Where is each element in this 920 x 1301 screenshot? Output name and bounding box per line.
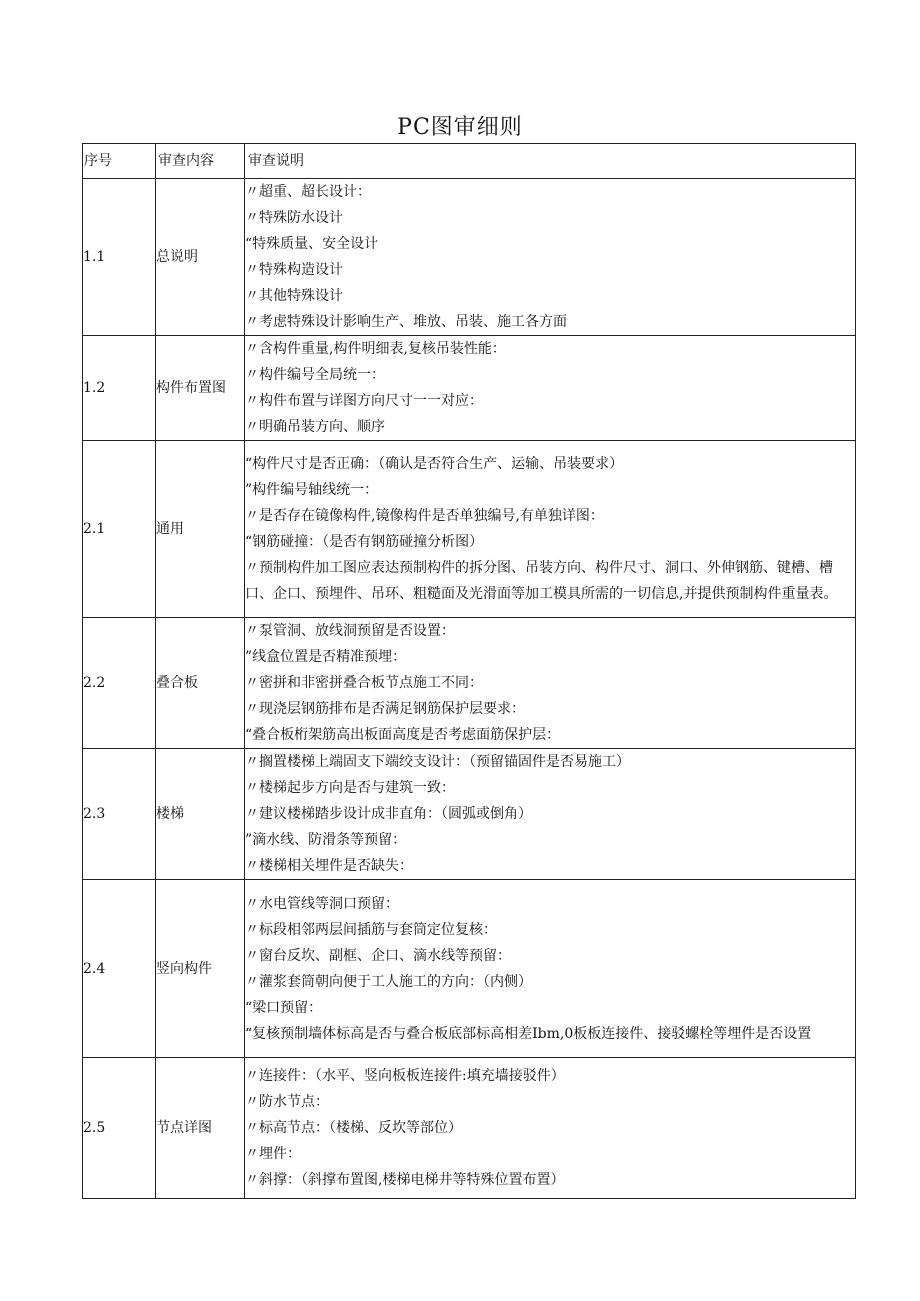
desc-line: 〃是否存在镜像构件,镜像构件是否单独编号,有单独详图：	[245, 508, 604, 524]
desc-line: 〃泵管洞、放线洞预留是否设置：	[245, 623, 455, 639]
row-no: 2.3	[83, 749, 156, 880]
row-desc	[245, 336, 856, 441]
desc-line: 〃水电管线等洞口预留：	[245, 895, 399, 912]
desc-line: “构件尺寸是否正确：（确认是否符合生产、运输、吊装要求）	[245, 456, 624, 472]
desc-line: ”构件编号轴线统一：	[245, 482, 379, 498]
desc-line: 〃埋件：	[245, 1146, 301, 1162]
desc-line: 〃斜撑：（斜撑布置图,楼梯电梯井等特殊位置布置）	[245, 1172, 565, 1188]
desc-line: “梁口预留：	[245, 999, 323, 1016]
row-desc	[245, 179, 856, 336]
row-item: 通用	[156, 441, 245, 618]
row-no: 1.1	[83, 179, 156, 336]
header-item: 审查内容	[156, 144, 245, 179]
table-row	[83, 618, 856, 749]
desc-line: “特殊质量、安全设计	[245, 236, 379, 252]
row-desc	[245, 618, 856, 749]
desc-line: 〃标高节点：（楼梯、反坎等部位）	[245, 1120, 462, 1136]
row-desc	[245, 880, 856, 1058]
desc-line: 〃标段相邻两层间插筋与套筒定位复核：	[245, 921, 497, 938]
row-no: 2.2	[83, 618, 156, 749]
desc-line: ”滴水线、防滑条等预留：	[245, 832, 407, 848]
row-no: 2.4	[83, 880, 156, 1058]
desc-line: 〃预制构件加工图应表达预制构件的拆分图、吊装方向、构件尺寸、洞口、外伸钢筋、键槽、槽口、企口、预埋件、吊环、粗糙面及光滑面等加工模具所需的一切信息,并提供预制构件重量表。	[245, 560, 838, 602]
row-desc	[245, 441, 856, 618]
desc-line: “叠合板桁架筋高出板面高度是否考虑面筋保护层：	[245, 727, 561, 743]
desc-line: 〃构件布置与详图方向尺寸一一对应：	[245, 393, 483, 409]
table-row	[83, 336, 856, 441]
desc-line: 〃构件编号全局统一：	[245, 367, 385, 383]
desc-line: 〃楼梯相关埋件是否缺失：	[245, 858, 413, 874]
table-row	[83, 1058, 856, 1199]
desc-line: 〃建议楼梯踏步设计成非直角：（圆弧或倒角）	[245, 806, 532, 822]
row-no: 2.5	[83, 1058, 156, 1199]
desc-line: “复核预制墙体标高是否与叠合板底部标高相差Ibm,0板板连接件、接驳螺栓等埋件是否设置	[245, 1025, 812, 1042]
desc-line: 〃密拼和非密拼叠合板节点施工不同：	[245, 675, 483, 691]
table-header-row	[83, 144, 856, 179]
desc-line: 〃搁置楼梯上端固支下端绞支设计：（预留锚固件是否易施工）	[245, 754, 630, 770]
desc-line: 〃防水节点：	[245, 1094, 329, 1110]
desc-line: 〃现浇层钢筋排布是否满足钢筋保护层要求：	[245, 701, 525, 717]
desc-line: 〃含构件重量,构件明细表,复核吊装性能：	[245, 341, 506, 357]
review-table	[82, 143, 856, 1199]
desc-line: 〃灌浆套筒朝向便于工人施工的方向：（内侧）	[245, 973, 532, 990]
table-row	[83, 179, 856, 336]
desc-line: 〃特殊构造设计	[245, 262, 343, 278]
desc-line: ”线盒位置是否精准预埋：	[245, 649, 407, 665]
desc-line: “钢筋碰撞：（是否有钢筋碰撞分析图）	[245, 534, 484, 550]
table-row	[83, 441, 856, 618]
header-desc: 审查说明	[245, 144, 856, 179]
row-item: 节点详图	[156, 1058, 245, 1199]
desc-line: 〃超重、超长设计：	[245, 184, 371, 200]
row-item: 楼梯	[156, 749, 245, 880]
page-title: PC图审细则	[397, 115, 523, 140]
row-no: 1.2	[83, 336, 156, 441]
table-row	[83, 749, 856, 880]
desc-line: 〃明确吊装方向、顺序	[245, 419, 385, 435]
desc-line: 〃楼梯起步方向是否与建筑一致：	[245, 780, 455, 796]
table-row	[83, 880, 856, 1058]
header-no: 序号	[83, 144, 156, 179]
row-item: 总说明	[156, 179, 245, 336]
row-desc	[245, 749, 856, 880]
desc-line: 〃其他特殊设计	[245, 288, 343, 304]
row-item: 叠合板	[156, 618, 245, 749]
desc-line: 〃考虑特殊设计影响生产、堆放、吊装、施工各方面	[245, 314, 567, 330]
row-item: 构件布置图	[156, 336, 245, 441]
row-no: 2.1	[83, 441, 156, 618]
row-desc	[245, 1058, 856, 1199]
desc-line: 〃连接件：（水平、竖向板板连接件:填充墙接驳件）	[245, 1068, 565, 1084]
desc-line: 〃特殊防水设计	[245, 210, 343, 226]
desc-line: 〃窗台反坎、副框、企口、滴水线等预留：	[245, 947, 511, 964]
row-item: 竖向构件	[156, 880, 245, 1058]
